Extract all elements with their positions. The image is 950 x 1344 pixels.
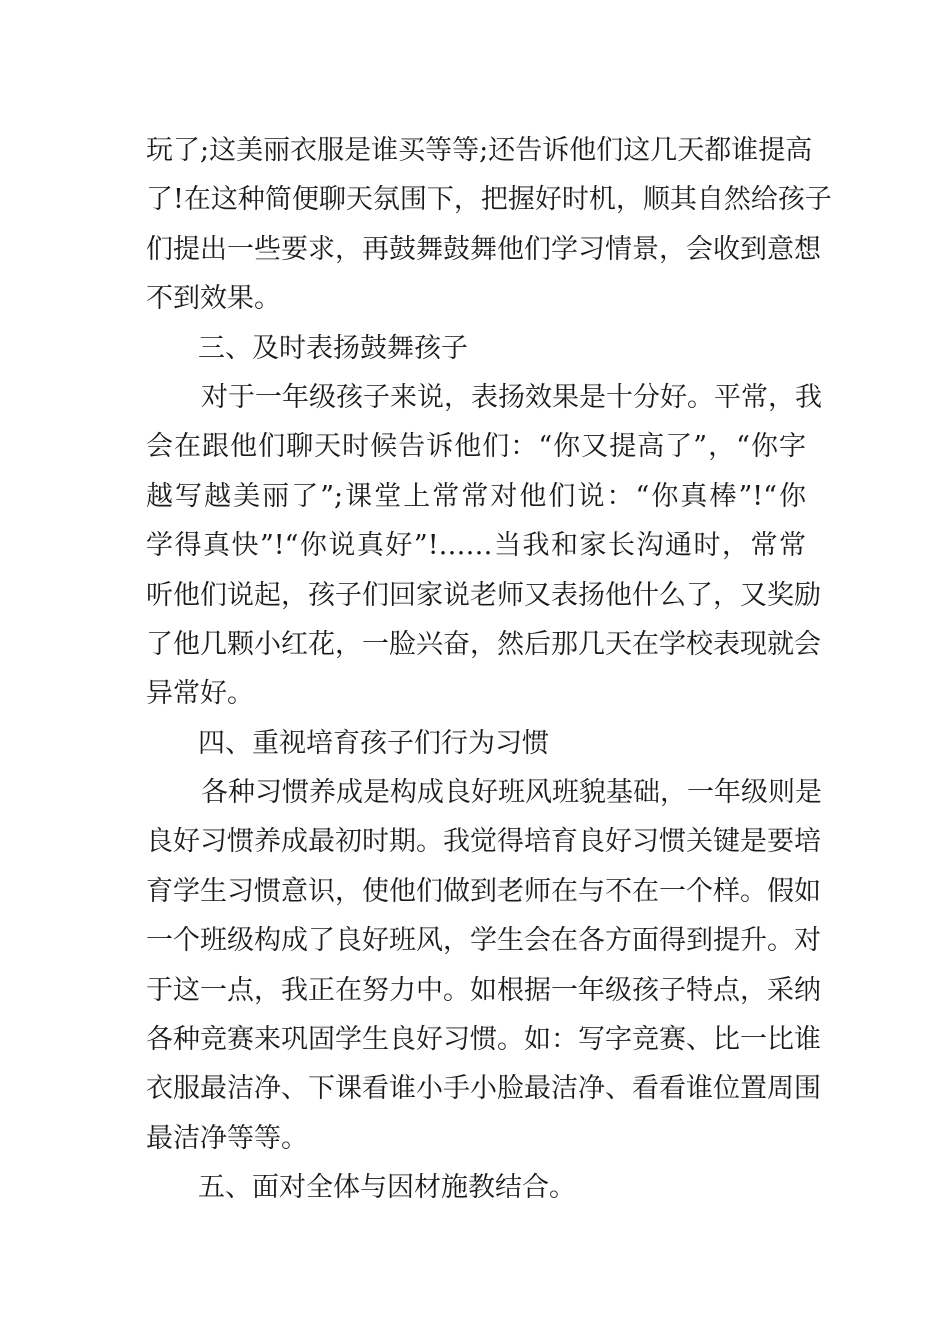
section-heading-4: 四、重视培育孩子们行为习惯 xyxy=(198,727,549,759)
section-heading-5: 五、面对全体与因材施教结合。 xyxy=(198,1172,576,1204)
paragraph-continued xyxy=(146,126,832,324)
text-line: 各种竞赛来巩固学生良好习惯。如：写字竞赛、比一比谁 xyxy=(146,1024,821,1056)
text-line: 了!在这种简便聊天氛围下，把握好时机，顺其自然给孩子 xyxy=(146,184,832,216)
paragraph-praise xyxy=(146,373,822,719)
text-line: 对于一年级孩子来说，表扬效果是十分好。平常，我 xyxy=(201,381,822,413)
text-line: 会在跟他们聊天时候告诉他们：“你又提高了”，“你字 xyxy=(146,431,806,463)
text-line: 各种习惯养成是构成良好班风班貌基础，一年级则是 xyxy=(201,777,822,809)
text-line: 良好习惯养成最初时期。我觉得培育良好习惯关键是要培 xyxy=(146,826,821,858)
text-line: 了他几颗小红花，一脸兴奋，然后那几天在学校表现就会 xyxy=(146,628,821,660)
text-line: 异常好。 xyxy=(146,678,254,710)
text-line: 于这一点，我正在努力中。如根据一年级孩子特点，采纳 xyxy=(146,974,821,1006)
text-line: 玩了;这美丽衣服是谁买等等;还告诉他们这几天都谁提高 xyxy=(146,135,813,166)
text-line: 衣服最洁净、下课看谁小手小脸最洁净、看看谁位置周围 xyxy=(146,1073,821,1105)
text-line: 学得真快”!“你说真好”!……当我和家长沟通时，常常 xyxy=(146,530,806,562)
section-heading-3: 三、及时表扬鼓舞孩子 xyxy=(198,332,468,364)
text-line: 最洁净等等。 xyxy=(146,1122,308,1154)
text-line: 育学生习惯意识，使他们做到老师在与不在一个样。假如 xyxy=(146,875,821,907)
text-line: 们提出一些要求，再鼓舞鼓舞他们学习情景，会收到意想 xyxy=(146,233,821,265)
text-line: 越写越美丽了”;课堂上常常对他们说：“你真棒”!“你 xyxy=(146,480,806,512)
text-line: 一个班级构成了良好班风，学生会在各方面得到提升。对 xyxy=(146,925,821,957)
text-line: 不到效果。 xyxy=(146,283,281,315)
document-body xyxy=(146,126,832,1213)
paragraph-habits xyxy=(146,768,822,1163)
text-line: 听他们说起，孩子们回家说老师又表扬他什么了，又奖励 xyxy=(146,579,821,611)
